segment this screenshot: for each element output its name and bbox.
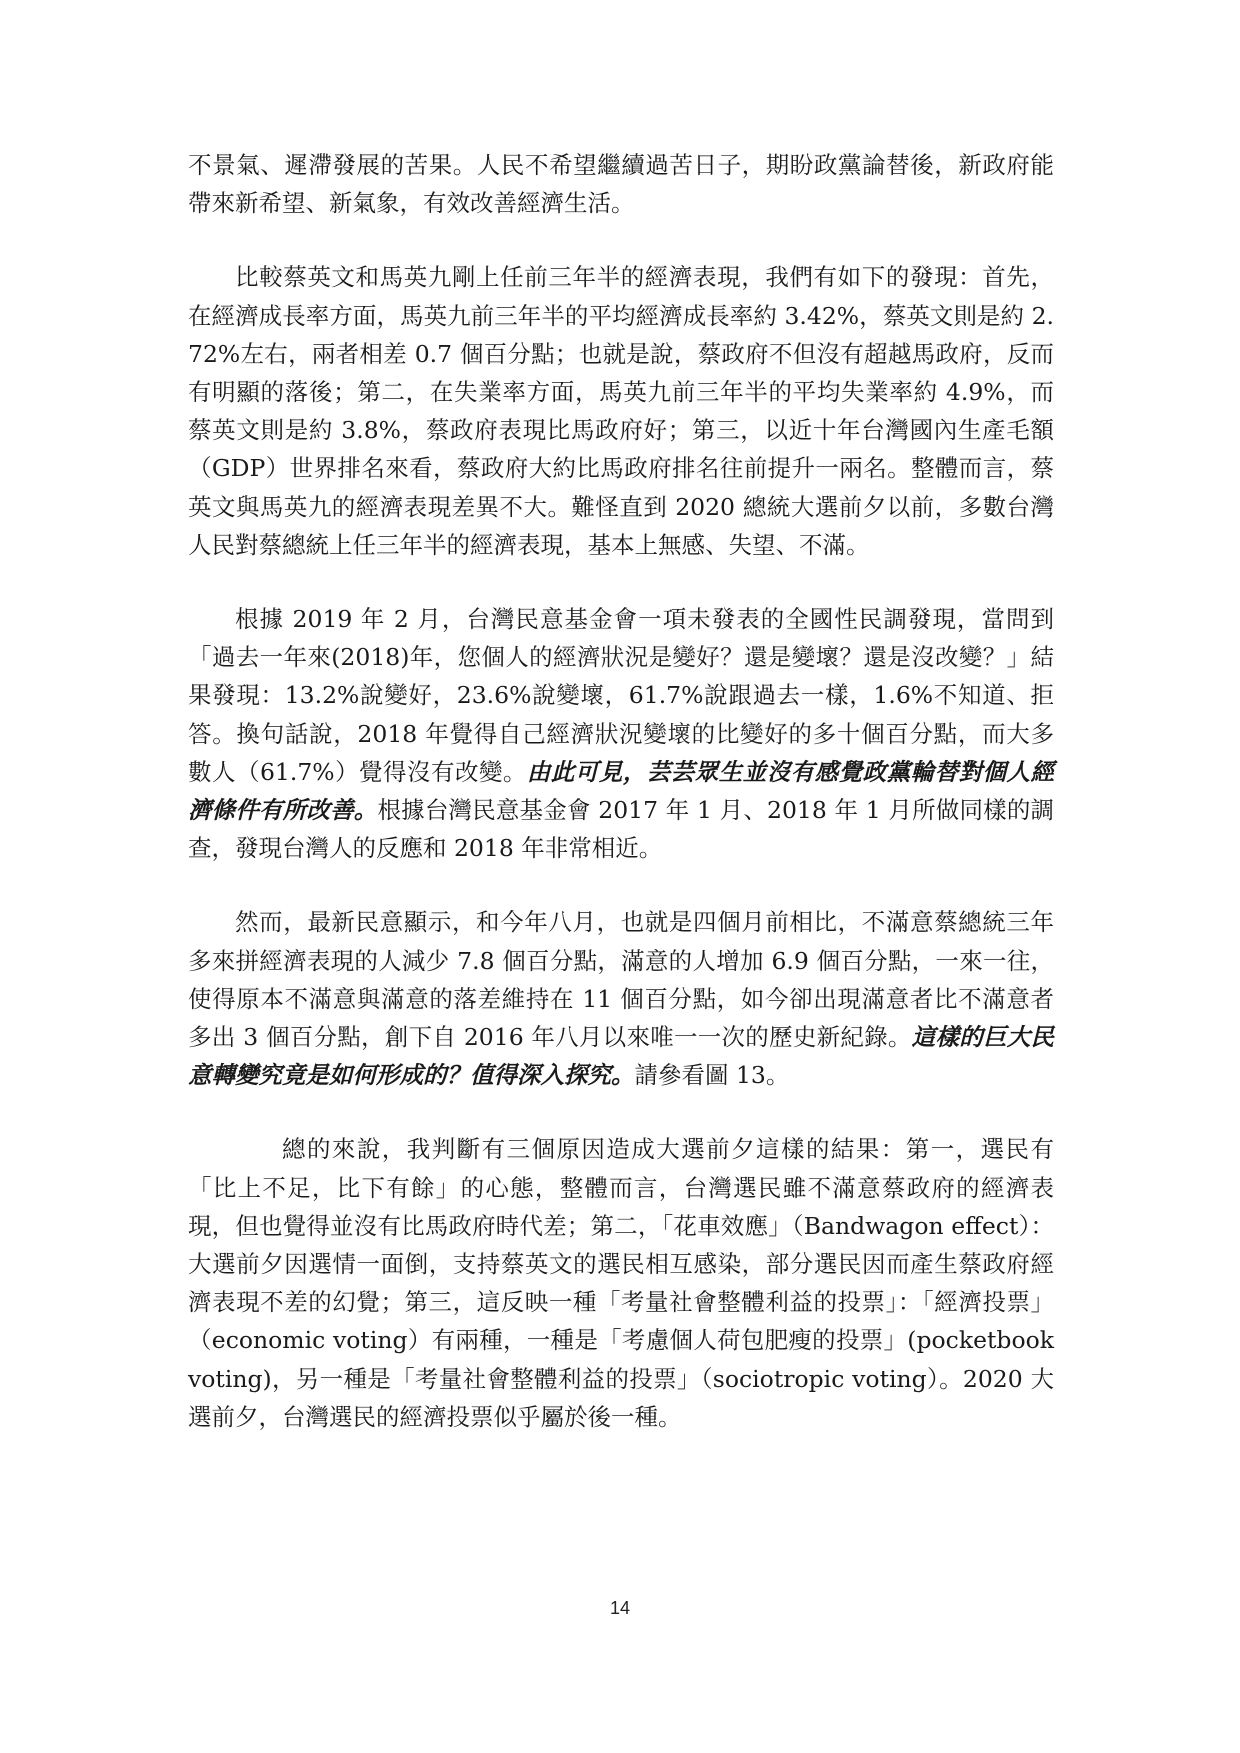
paragraph-4-emphasis: 這樣的巨大民意轉變究竟是如何形成的？值得深入探究。 (188, 1023, 1055, 1090)
paragraph-4-text: 然而，最新民意顯示，和今年八月，也就是四個月前相比，不滿意蔡總統三年多來拼經濟表現的人減少 7.8 個百分點，滿意的人增加 6.9 個百分點，一來一往，使得原本不滿意與滿意的落差維持在 11 個百分點，如今卻出現滿意者比不滿意者多出 3 個百分點，創下自 2016 年八月以來唯一一次的歷史新紀錄。 (188, 908, 1054, 1052)
paragraph-1: 不景氣、遲滯發展的苦果。人民不希望繼續過苦日子，期盼政黨論替後，新政府能帶來新希望、新氣象，有效改善經濟生活。 (188, 151, 1054, 218)
paragraph-4-text-after: 請參看圖 13。 (634, 1061, 790, 1090)
paragraph-4 (188, 903, 1054, 1094)
document-body (188, 146, 1054, 1472)
page-number: 14 (609, 1598, 631, 1618)
paragraph-3-emphasis: 由此可見，芸芸眾生並沒有感覺政黨輪替對個人經濟條件有所改善。 (188, 757, 1055, 825)
paragraph-2: 比較蔡英文和馬英九剛上任前三年半的經濟表現，我們有如下的發現：首先，在經濟成長率方面，馬英九前三年半的平均經濟成長率約 3.42%，蔡英文則是約 2.72%左右，兩者相差 0.7 個百分點；也就是說，蔡政府不但沒有超越馬政府，反而有明顯的落後；第二，在失業率方面，馬英九前三年半的平均失業率約 4.9%，而蔡英文則是約 3.8%，蔡政府表現比馬政府好；第三，以近十年台灣國內生產毛額（GDP）世界排名來看，蔡政府大約比馬政府排名往前提升一兩名。整體而言，蔡英文與馬英九的經濟表現差異不大。難怪直到 2020 總統大選前夕以前，多數台灣人民對蔡總統上任三年半的經濟表現，基本上無感、失望、不滿。 (188, 263, 1054, 559)
paragraph-5: 總的來說，我判斷有三個原因造成大選前夕這樣的結果：第一，選民有「比上不足，比下有餘」的心態，整體而言，台灣選民雖不滿意蔡政府的經濟表現，但也覺得並沒有比馬政府時代差；第二，「花車效應」（Bandwagon effect）：大選前夕因選情一面倒，支持蔡英文的選民相互感染，部分選民因而產生蔡政府經濟表現不差的幻覺；第三，這反映一種「考量社會整體利益的投票」：「經濟投票」（economic voting）有兩種，一種是「考慮個人荷包肥瘦的投票」(pocketbook voting)，另一種是「考量社會整體利益的投票」（sociotropic voting）。2020 大選前夕，台灣選民的經濟投票似乎屬於後一種。 (188, 1135, 1054, 1431)
paragraph-3 (188, 600, 1054, 867)
paragraph-3-text-after: 根據台灣民意基金會 2017 年 1 月、2018 年 1 月所做同樣的調查，發現台灣人的反應和 2018 年非常相近。 (188, 796, 1055, 863)
paragraph-3-text: 根據 2019 年 2 月，台灣民意基金會一項未發表的全國性民調發現，當問到「過去一年來(2018)年，您個人的經濟狀況是變好？還是變壞？還是沒改變？」結果發現：13.2%說變好，23.6%說變壞，61.7%說跟過去一樣，1.6%不知道、拒答。換句話說，2018 年覺得自己經濟狀況變壞的比變好的多十個百分點，而大多數人（61.7%）覺得沒有改變。 (188, 605, 1054, 786)
